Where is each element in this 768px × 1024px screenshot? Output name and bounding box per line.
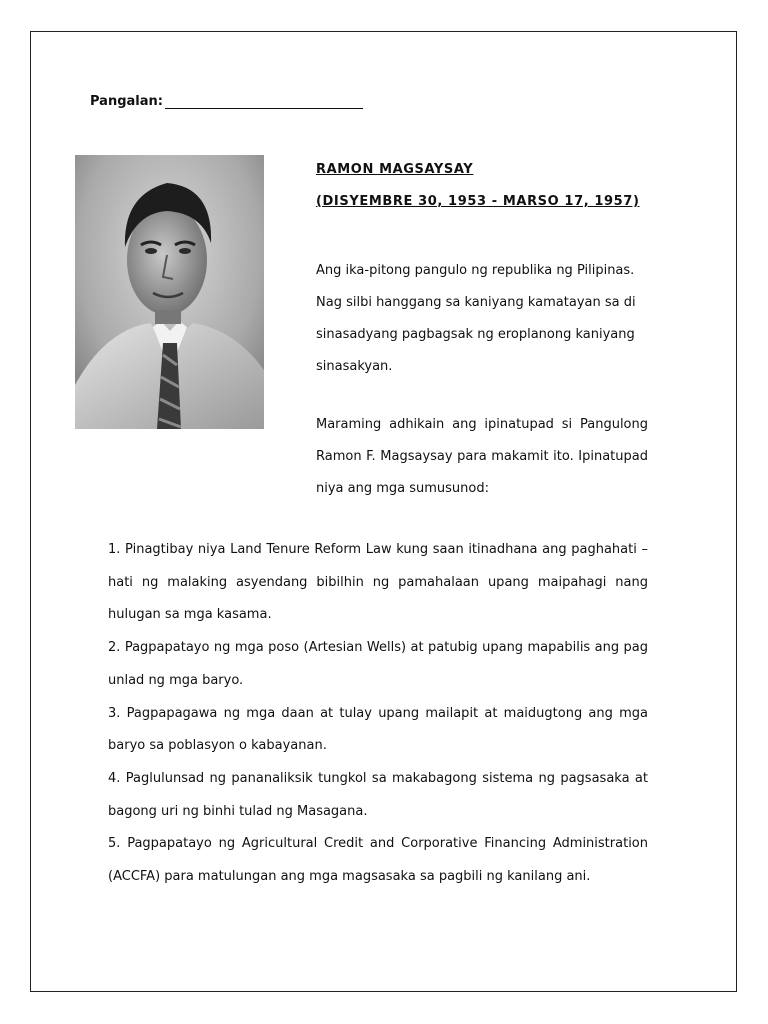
name-label: Pangalan: <box>90 94 163 109</box>
intro-paragraph-1: Ang ika-pitong pangulo ng republika ng Pilipinas. Nag silbi hanggang sa kaniyang kamatayan sa di sinasadyang pagbagsak ng eroplanong kaniyang sinasakyan. <box>316 263 636 374</box>
president-name-heading: RAMON MAGSAYSAY <box>316 162 474 177</box>
list-item: 3. Pagpapagawa ng mga daan at tulay upang mailapit at maidugtong ang mga baryo sa poblasyon o kabayanan. <box>108 705 648 754</box>
achievements-list <box>108 534 648 894</box>
list-item: 1. Pinagtibay niya Land Tenure Reform Law kung saan itinadhana ang paghahati –hati ng malaking asyendang bibilhin ng pamahalaan upang maipahagi nang hulugan sa mga kasama. <box>108 542 648 623</box>
list-item: 5. Pagpapatayo ng Agricultural Credit and Corporative Financing Administration (ACCFA) para matulungan ang mga magsasaka sa pagbili ng kanilang ani. <box>108 836 648 885</box>
name-blank-line[interactable] <box>165 94 363 109</box>
term-dates-heading: (DISYEMBRE 30, 1953 - MARSO 17, 1957) <box>316 194 640 209</box>
name-field-row <box>90 94 363 109</box>
list-item: 4. Paglulunsad ng pananaliksik tungkol sa makabagong sistema ng pagsasaka at bagong uri ng binhi tulad ng Masagana. <box>108 770 648 819</box>
list-item: 2. Pagpapatayo ng mga poso (Artesian Wells) at patubig upang mapabilis ang pag unlad ng mga baryo. <box>108 640 648 688</box>
portrait-photo <box>75 155 264 429</box>
intro-paragraph-2: Maraming adhikain ang ipinatupad si Pangulong Ramon F. Magsaysay para makamit ito. Ipinatupad niya ang mga sumusunod: <box>316 417 648 496</box>
